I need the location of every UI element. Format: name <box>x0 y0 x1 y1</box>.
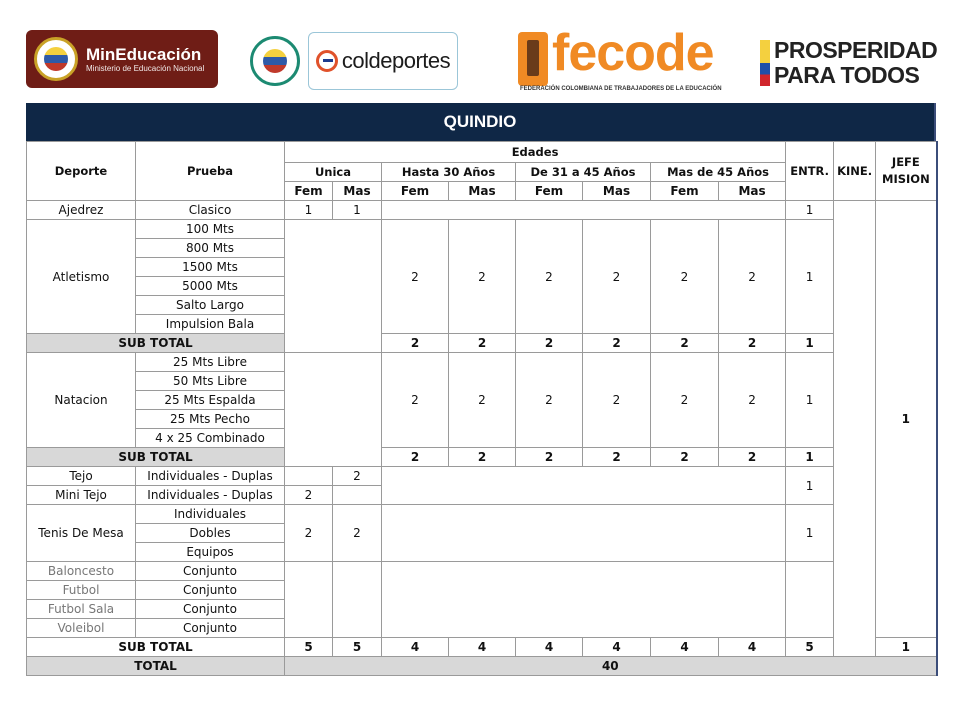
prueba-cell: Clasico <box>136 201 285 220</box>
fecode-pencil-icon <box>518 32 548 86</box>
subtotal-row <box>27 334 937 353</box>
prueba-cell: Individuales - Duplas <box>136 486 285 505</box>
value-cell: 2 <box>449 334 516 353</box>
value-cell: 2 <box>651 334 719 353</box>
header-hasta30: Hasta 30 Años <box>382 163 516 182</box>
fecode-text: fecode <box>552 24 714 82</box>
value-cell: 2 <box>719 353 786 448</box>
empty-cell <box>333 562 382 638</box>
deporte-cell: Futbol Sala <box>27 600 136 619</box>
value-cell: 2 <box>285 486 333 505</box>
value-cell: 4 <box>651 638 719 657</box>
subtotal-label: SUB TOTAL <box>27 638 285 657</box>
value-cell: 2 <box>719 448 786 467</box>
coldeportes-text: coldeportes <box>341 48 451 73</box>
empty-cell <box>382 562 786 638</box>
prueba-cell: 5000 Mts <box>136 277 285 296</box>
table-title: QUINDIO <box>26 103 936 141</box>
value-cell: 1 <box>285 201 333 220</box>
coldeportes-logo <box>250 30 458 92</box>
empty-cell <box>285 353 382 467</box>
header-d31-mas: Mas <box>583 182 651 201</box>
entr-cell: 5 <box>786 638 834 657</box>
entr-cell: 1 <box>786 505 834 562</box>
prueba-cell: Dobles <box>136 524 285 543</box>
table-row <box>27 353 937 372</box>
prueba-cell: Salto Largo <box>136 296 285 315</box>
value-cell: 2 <box>516 220 583 334</box>
value-cell: 2 <box>719 220 786 334</box>
prueba-cell: 25 Mts Pecho <box>136 410 285 429</box>
prosperidad-logo <box>760 38 940 90</box>
value-cell: 2 <box>449 220 516 334</box>
empty-cell <box>333 486 382 505</box>
data-grid <box>26 141 938 676</box>
total-row <box>27 657 937 676</box>
total-value: 40 <box>285 657 937 676</box>
table-row <box>27 201 937 220</box>
prueba-cell: Conjunto <box>136 581 285 600</box>
value-cell: 4 <box>583 638 651 657</box>
value-cell: 2 <box>333 467 382 486</box>
value-cell: 5 <box>285 638 333 657</box>
value-cell: 2 <box>285 505 333 562</box>
kine-cell <box>834 201 876 657</box>
prueba-cell: Impulsion Bala <box>136 315 285 334</box>
value-cell: 2 <box>719 334 786 353</box>
table-row <box>27 562 937 581</box>
entr-cell: 1 <box>786 201 834 220</box>
entr-cell: 1 <box>786 448 834 467</box>
entr-cell: 1 <box>786 334 834 353</box>
header-edades: Edades <box>285 142 786 163</box>
prueba-cell: Conjunto <box>136 562 285 581</box>
empty-cell <box>285 220 382 353</box>
empty-cell <box>285 562 333 638</box>
header-jefe-mision: JEFE MISION <box>876 142 937 201</box>
prueba-cell: Conjunto <box>136 619 285 638</box>
header-h30-mas: Mas <box>449 182 516 201</box>
entr-cell: 1 <box>786 467 834 505</box>
value-cell: 2 <box>583 334 651 353</box>
prueba-cell: 1500 Mts <box>136 258 285 277</box>
prueba-cell: Individuales <box>136 505 285 524</box>
deporte-cell: Ajedrez <box>27 201 136 220</box>
prueba-cell: 50 Mts Libre <box>136 372 285 391</box>
deporte-cell: Voleibol <box>27 619 136 638</box>
value-cell: 2 <box>516 334 583 353</box>
prueba-cell: Conjunto <box>136 600 285 619</box>
value-cell: 4 <box>719 638 786 657</box>
mineducacion-logo <box>26 30 218 88</box>
subtotal-label: SUB TOTAL <box>27 448 285 467</box>
entr-cell <box>786 562 834 638</box>
mineducacion-title: MinEducación <box>86 44 202 64</box>
header-de31a45: De 31 a 45 Años <box>516 163 651 182</box>
value-cell: 5 <box>333 638 382 657</box>
value-cell: 4 <box>516 638 583 657</box>
prueba-cell: Equipos <box>136 543 285 562</box>
value-cell: 2 <box>651 353 719 448</box>
subtotal-row <box>27 448 937 467</box>
prosperidad-line1: PROSPERIDAD <box>774 37 938 63</box>
delegation-table <box>26 103 936 676</box>
total-label: TOTAL <box>27 657 285 676</box>
header-m45-fem: Fem <box>651 182 719 201</box>
fecode-subtitle: FEDERACIÓN COLOMBIANA DE TRABAJADORES DE LA EDUCACIÓN <box>520 86 722 92</box>
coldeportes-mark-icon <box>316 50 338 72</box>
entr-cell: 1 <box>786 353 834 448</box>
table-row <box>27 220 937 239</box>
subtotal-label: SUB TOTAL <box>27 334 285 353</box>
prueba-cell: 800 Mts <box>136 239 285 258</box>
colombia-flag-icon <box>760 40 770 86</box>
value-cell: 4 <box>449 638 516 657</box>
empty-cell <box>382 505 786 562</box>
value-cell: 2 <box>382 353 449 448</box>
subtotal-row <box>27 638 937 657</box>
colombia-seal-icon <box>34 37 78 81</box>
deporte-cell: Baloncesto <box>27 562 136 581</box>
header-unica-mas: Mas <box>333 182 382 201</box>
value-cell: 2 <box>382 220 449 334</box>
mineducacion-subtitle: Ministerio de Educación Nacional <box>86 63 205 73</box>
jefe-mision-cell: 1 <box>876 201 937 638</box>
header-d31-fem: Fem <box>516 182 583 201</box>
empty-cell <box>382 467 786 505</box>
deporte-cell: Mini Tejo <box>27 486 136 505</box>
entr-cell: 1 <box>786 220 834 334</box>
fecode-logo <box>514 24 722 94</box>
deporte-cell: Futbol <box>27 581 136 600</box>
header-unica-fem: Fem <box>285 182 333 201</box>
value-cell: 2 <box>382 448 449 467</box>
deporte-cell: Tenis De Mesa <box>27 505 136 562</box>
value-cell: 2 <box>583 448 651 467</box>
prosperidad-line2: PARA TODOS <box>774 62 920 88</box>
header-mas45: Mas de 45 Años <box>651 163 786 182</box>
table-row <box>27 505 937 524</box>
empty-cell <box>382 201 786 220</box>
value-cell: 2 <box>516 353 583 448</box>
header-prueba: Prueba <box>136 142 285 201</box>
value-cell: 2 <box>651 448 719 467</box>
prueba-cell: 25 Mts Libre <box>136 353 285 372</box>
prueba-cell: Individuales - Duplas <box>136 467 285 486</box>
value-cell: 4 <box>382 638 449 657</box>
value-cell: 2 <box>651 220 719 334</box>
deporte-cell: Atletismo <box>27 220 136 334</box>
header-m45-mas: Mas <box>719 182 786 201</box>
value-cell: 2 <box>333 505 382 562</box>
prueba-cell: 25 Mts Espalda <box>136 391 285 410</box>
table-row <box>27 467 937 486</box>
empty-cell <box>285 467 333 486</box>
header-kine: KINE. <box>834 142 876 201</box>
header-unica: Unica <box>285 163 382 182</box>
value-cell: 2 <box>583 353 651 448</box>
deporte-cell: Natacion <box>27 353 136 448</box>
value-cell: 2 <box>449 353 516 448</box>
value-cell: 2 <box>516 448 583 467</box>
value-cell: 1 <box>333 201 382 220</box>
prueba-cell: 4 x 25 Combinado <box>136 429 285 448</box>
value-cell: 2 <box>382 334 449 353</box>
deporte-cell: Tejo <box>27 467 136 486</box>
colombia-seal-icon <box>250 36 300 86</box>
jefe-mision-cell: 1 <box>876 638 937 657</box>
header-deporte: Deporte <box>27 142 136 201</box>
value-cell: 2 <box>583 220 651 334</box>
header-h30-fem: Fem <box>382 182 449 201</box>
value-cell: 2 <box>449 448 516 467</box>
prueba-cell: 100 Mts <box>136 220 285 239</box>
header-entr: ENTR. <box>786 142 834 201</box>
